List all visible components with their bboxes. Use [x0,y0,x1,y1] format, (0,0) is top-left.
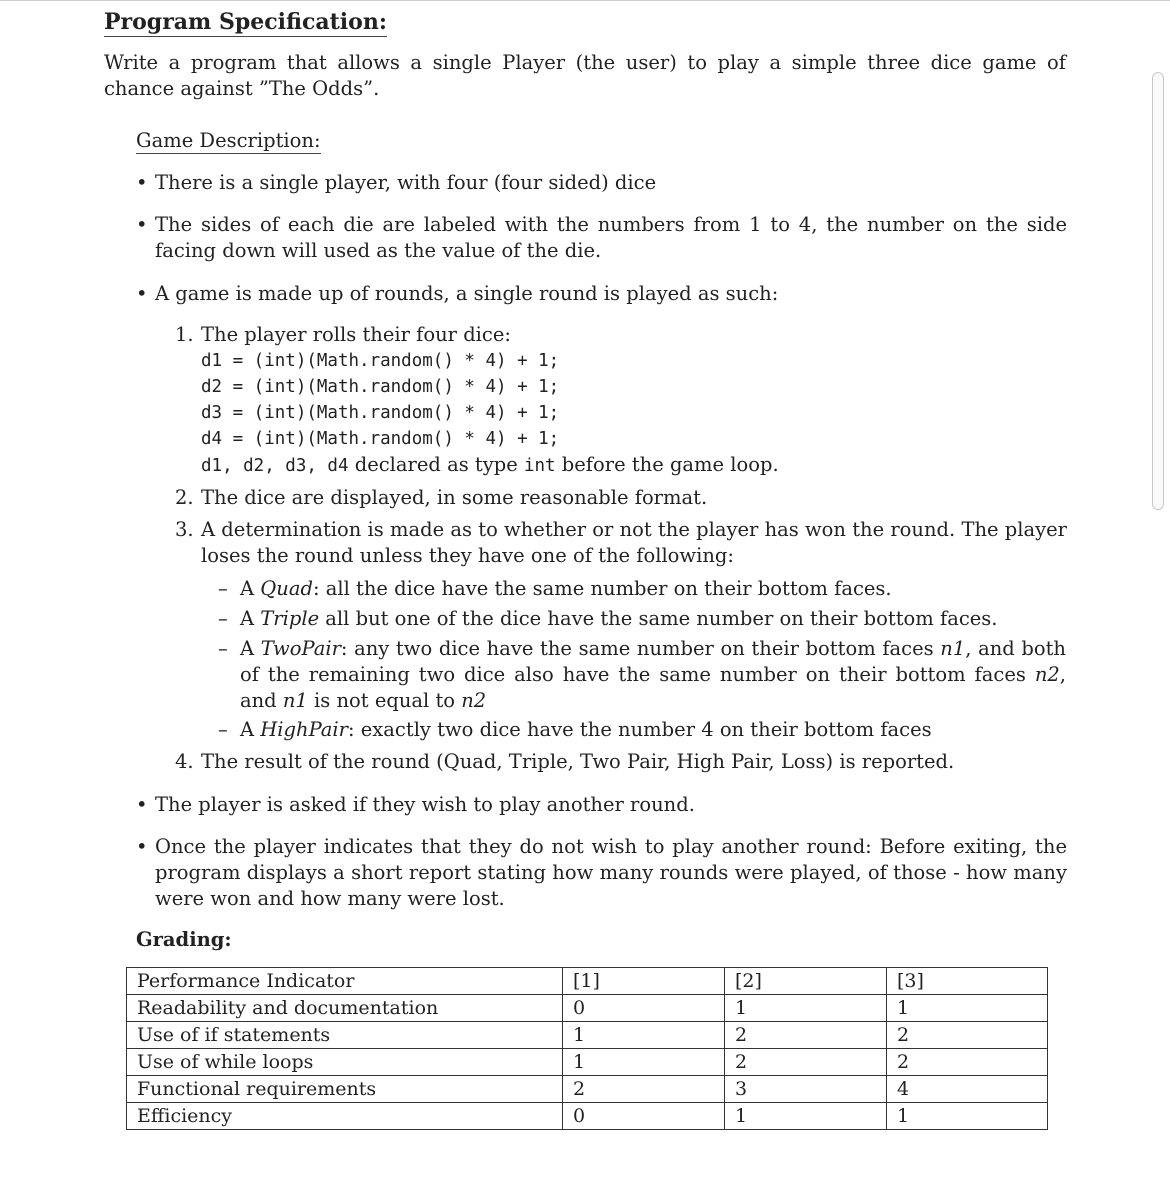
scrollbar[interactable] [1152,72,1164,510]
grading-title: Grading: [136,928,232,951]
game-description-title: Game Description: [136,129,321,152]
condition-name: Quad [260,577,313,600]
table-cell: 0 [563,1103,725,1130]
dash-icon: – [218,718,228,741]
table-cell: 3 [725,1076,887,1103]
table-cell: 1 [725,1103,887,1130]
table-cell: 1 [725,995,887,1022]
condition-article: A [240,607,261,630]
condition-text: , and [240,663,1066,712]
code-line: d4 = (int)(Math.random() * 4) + 1; [201,429,560,449]
variable-n2: n2 [461,689,487,712]
condition-triple [240,606,1066,632]
bullet-text: The sides of each die are labeled with the numbers from 1 to 4, the number on the side facing down will used as the value of the die. [155,213,1067,262]
table-cell: Functional requirements [127,1076,563,1103]
code-line: d2 = (int)(Math.random() * 4) + 1; [201,377,560,397]
page-title: Program Specification: [104,9,387,35]
header-cell: Performance Indicator [127,968,563,995]
step-number: 2. [175,486,194,509]
bullet-icon: • [136,213,148,236]
condition-twopair [240,636,1066,714]
table-cell: 0 [563,995,725,1022]
intro-paragraph: Write a program that allows a single Player (the user) to play a simple three dice game of chance against ”The Odds”. [104,51,1066,100]
header-cell: [3] [887,968,1048,995]
step-text: A determination is made as to whether or not the player has won the round. The player loses the round unless they have one of the following: [201,518,1067,567]
bullet-text: Once the player indicates that they do not wish to play another round: Before exiting, the program displays a short report stating how many rounds were played, of those - how many were won and how many were lost. [155,835,1067,910]
table-cell: 2 [725,1022,887,1049]
dash-icon: – [218,577,228,600]
condition-name: HighPair [260,718,348,741]
condition-highpair [240,717,1066,743]
bullet-icon: • [136,282,148,305]
condition-text: : any two dice have the same number on their bottom faces [340,637,941,660]
declaration-type: int [523,456,556,476]
declaration-variables: d1, d2, d3, d4 [201,456,349,476]
table-cell: Efficiency [127,1103,563,1130]
step-text: The dice are displayed, in some reasonable format. [201,486,708,509]
table-cell: 1 [563,1049,725,1076]
bullet-icon: • [136,171,148,194]
step-text: The result of the round (Quad, Triple, Two Pair, High Pair, Loss) is reported. [201,750,955,773]
table-cell: 2 [887,1022,1048,1049]
code-line: d3 = (int)(Math.random() * 4) + 1; [201,403,560,423]
table-row [127,1022,1048,1049]
table-cell: 2 [563,1076,725,1103]
condition-text: : exactly two dice have the number 4 on their bottom faces [348,718,932,741]
declaration-line [201,452,779,479]
table-cell: 1 [887,995,1048,1022]
table-cell: Use of if statements [127,1022,563,1049]
table-cell: 1 [887,1103,1048,1130]
header-cell: [2] [725,968,887,995]
bullet-icon: • [136,835,148,858]
condition-article: A [240,577,261,600]
condition-quad [240,576,1066,602]
table-cell: 2 [887,1049,1048,1076]
table-cell: 4 [887,1076,1048,1103]
dash-icon: – [218,637,228,660]
step-text: The player rolls their four dice: [201,323,511,346]
condition-article: A [240,637,261,660]
table-cell: 2 [725,1049,887,1076]
condition-name: Triple [260,607,320,630]
condition-article: A [240,718,261,741]
dash-icon: – [218,607,228,630]
condition-text: is not equal to [307,689,462,712]
table-row [127,1049,1048,1076]
variable-n1: n1 [282,689,308,712]
bullet-icon: • [136,793,148,816]
step-number: 1. [175,323,194,346]
bullet-text: The player is asked if they wish to play another round. [155,793,695,816]
condition-text: , and both of the remaining two dice also have the same number on their bottom faces [240,637,1066,686]
grading-table [126,967,1048,1130]
bullet-text: There is a single player, with four (four sided) dice [155,171,657,194]
code-line: d1 = (int)(Math.random() * 4) + 1; [201,351,560,371]
header-cell: [1] [563,968,725,995]
variable-n2: n2 [1034,663,1060,686]
table-row [127,995,1048,1022]
step-number: 4. [175,750,194,773]
condition-text: : all the dice have the same number on their bottom faces. [312,577,892,600]
top-border [0,0,1170,1]
table-cell: Use of while loops [127,1049,563,1076]
table-cell: 1 [563,1022,725,1049]
condition-text: all but one of the dice have the same number on their bottom faces. [319,607,998,630]
declaration-text: declared as type [348,453,524,476]
table-row [127,1103,1048,1130]
table-header-row [127,968,1048,995]
table-row [127,1076,1048,1103]
bullet-text: A game is made up of rounds, a single round is played as such: [155,282,779,305]
variable-n1: n1 [940,637,966,660]
table-cell: Readability and documentation [127,995,563,1022]
condition-name: TwoPair [260,637,341,660]
step-number: 3. [175,518,194,541]
declaration-text: before the game loop. [555,453,779,476]
